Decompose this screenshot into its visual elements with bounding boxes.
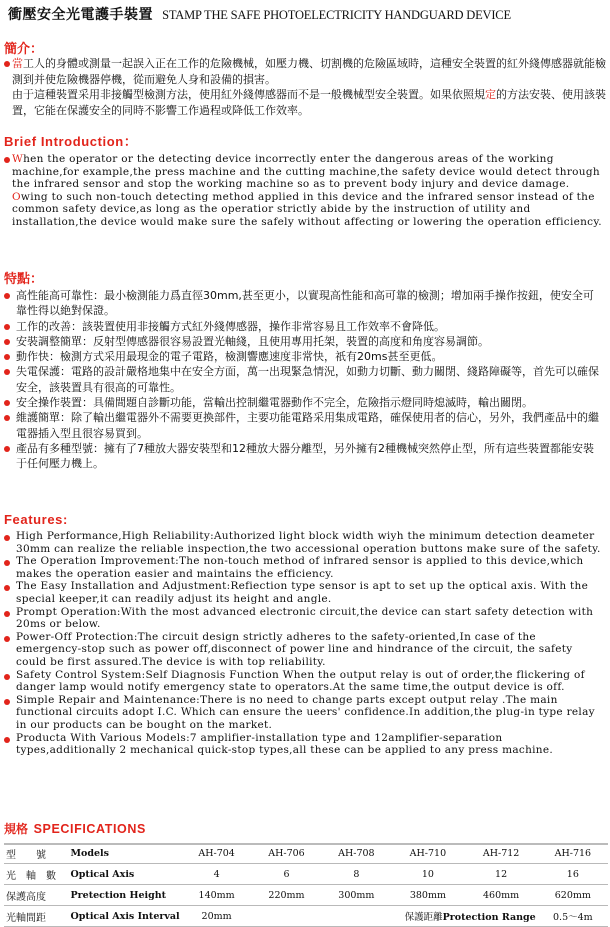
bullet-icon	[4, 415, 10, 421]
bullet-icon	[4, 293, 10, 299]
list-item: Producta With Various Models:7 amplifier-installation type and 12amplifier-separation types,additionally 2 mechanical quick-stop types,all these can be applied to any press machine.	[4, 732, 604, 757]
intro-en-heading: Brief Introduction：	[4, 134, 138, 149]
list-item: 高性能高可靠性：最小檢測能力爲直徑30mm,甚至更小，以實現高性能和高可靠的檢測；增加兩手操作按鈕，使安全可靠性得以絶對保證。	[4, 288, 604, 319]
table-row: 光 軸 數 Optical Axis 4 6 8 10 12 16	[4, 864, 608, 885]
list-item: Prompt Operation:With the most advanced electronic circuit,the device can start safety detection with 20ms or below.	[4, 606, 604, 631]
specs-heading-cn: 規格	[4, 822, 29, 836]
bullet-icon	[4, 354, 10, 360]
intro-en-paragraph-1: When the operator or the detecting device incorrectly enter the dangerous areas of the working machine,for example,the press machine and the cutting machine,the safety device would detect through the infrared sensor and stop the working machine so as to prevent body injury and device damage.	[4, 153, 608, 191]
specs-heading	[4, 818, 146, 837]
intro-en-paragraph-2: Owing to such non-touch detecting method applied in this device and the infrared sensor instead of the common safety device,as long as the operatior strictly abide by the instruction of utility and installation,the device would make sure the safely without affecting or lowering the operation efficiency.	[12, 190, 602, 228]
list-item: 維護簡單：除了輸出繼電器外不需要更換部件，主要功能電路采用集成電路，確保使用者的信心，另外，我們產品中的繼電器插入型且很容易買到。	[4, 410, 604, 441]
features-cn-heading: 特點：	[4, 272, 44, 287]
list-item: Safety Control System:Self Diagnosis Function When the output relay is out of order,the flickering of danger lamp would notify emergency state to operators.At the same time,the output device is off.	[4, 669, 604, 694]
specs-table	[4, 843, 608, 927]
table-row: 型 號 Models AH-704 AH-706 AH-708 AH-710 AH-712 AH-716	[4, 843, 608, 864]
bullet-icon	[4, 560, 10, 566]
page-title-en: STAMP THE SAFE PHOTOELECTRICITY HANDGUARD DEVICE	[162, 8, 511, 22]
intro-cn-body	[4, 56, 608, 118]
list-item: 動作快：檢測方式采用最現金的電子電路，檢測響應速度非常快，祇有20ms甚至更低。	[4, 349, 604, 364]
bullet-icon	[4, 585, 10, 591]
bullet-icon	[4, 339, 10, 345]
bullet-icon	[4, 400, 10, 406]
bullet-icon	[4, 61, 10, 67]
list-item: 失電保護：電路的設計嚴格地集中在安全方面，萬一出現緊急情況，如動力切斷、動力關閉、綫路障礙等，首先可以確保安全，該裝置具有很高的可靠性。	[4, 364, 604, 395]
list-item: 產品有多種型號：擁有了7種放大器安裝型和12種放大器分離型，另外擁有2種機械突然停止型，所有這些裝置都能安裝于任何壓力機上。	[4, 441, 604, 472]
list-item: 安全操作裝置：具備間題自診斷功能，當輸出控制繼電器動作不完全，危險指示燈同時熄滅時，輸出關閉。	[4, 395, 604, 410]
bullet-icon	[4, 674, 10, 680]
features-cn-list	[4, 288, 604, 472]
list-item: 工作的改善：該裝置使用非接觸方式紅外綫傳感器，操作非常容易且工作效率不會降低。	[4, 319, 604, 334]
bullet-icon	[4, 699, 10, 705]
bullet-icon	[4, 611, 10, 617]
bullet-icon	[4, 157, 10, 163]
bullet-icon	[4, 636, 10, 642]
features-en-list	[4, 530, 604, 757]
list-item: Simple Repair and Maintenance:There is no need to change parts except output relay .The main functional circuits adopt I.C. Which can ensure the ueers' confidence.In addition,the plug-in type relay in our products can be bought on the market.	[4, 694, 604, 732]
intro-cn-paragraph-2: 由于這種裝置采用非接觸型檢測方法，使用紅外綫傳感器而不是一般機械型安全裝置。如果依照規定的方法安裝、使用該裝置，它能在保護安全的同時不影響工作過程或降低工作效率。	[12, 88, 606, 117]
list-item: High Performance,High Reliability:Authorized light block width wiyh the minimum detection deameter 30mm can realize the reliable inspection,the two accessional operation buttons make sure of the safety.	[4, 530, 604, 555]
bullet-icon	[4, 535, 10, 541]
page-title	[8, 4, 608, 22]
bullet-icon	[4, 446, 10, 452]
protection-range-label: 保護距離Protection Range	[391, 906, 537, 927]
bullet-icon	[4, 369, 10, 375]
list-item: The Easy Installation and Adjustment:Refiection type sensor is apt to set up the optical axis. With the special keeper,it can readily adjust its height and angle.	[4, 580, 604, 605]
intro-en-body	[4, 153, 608, 229]
bullet-icon	[4, 737, 10, 743]
features-en-heading: Features:	[4, 512, 68, 527]
list-item: The Operation Improvement:The non-touch method of infrared sensor is applied to this device,which makes the operation easier and maintains the efficiency.	[4, 555, 604, 580]
page-title-cn: 衝壓安全光電護手裝置	[8, 7, 153, 23]
intro-cn-heading: 簡介：	[4, 42, 44, 57]
specs-heading-en: SPECIFICATIONS	[33, 822, 146, 836]
list-item: Power-Off Protection:The circuit design strictly adheres to the safety-oriented,In case of the emergency-stop such as power off,disconnect of power line and hindrance of the circuit, the safety could be first assured.The device is with top reliability.	[4, 631, 604, 669]
table-row: 光軸間距 Optical Axis Interval 20mm 保護距離Protection Range 0.5～4m	[4, 906, 608, 927]
table-row: 保護高度 Pretection Height 140mm 220mm 300mm 380mm 460mm 620mm	[4, 885, 608, 906]
bullet-icon	[4, 324, 10, 330]
list-item: 安裝調整簡單：反射型傳感器很容易設置光軸綫，且使用專用托架，裝置的高度和角度容易調節。	[4, 334, 604, 349]
intro-cn-paragraph-1: 當工人的身體或測量一起誤入正在工作的危險機械，如壓力機、切割機的危險區域時，這種安全裝置的紅外綫傳感器就能檢測到并使危險機器停機，從而避免人身和設備的損害。	[4, 56, 608, 87]
